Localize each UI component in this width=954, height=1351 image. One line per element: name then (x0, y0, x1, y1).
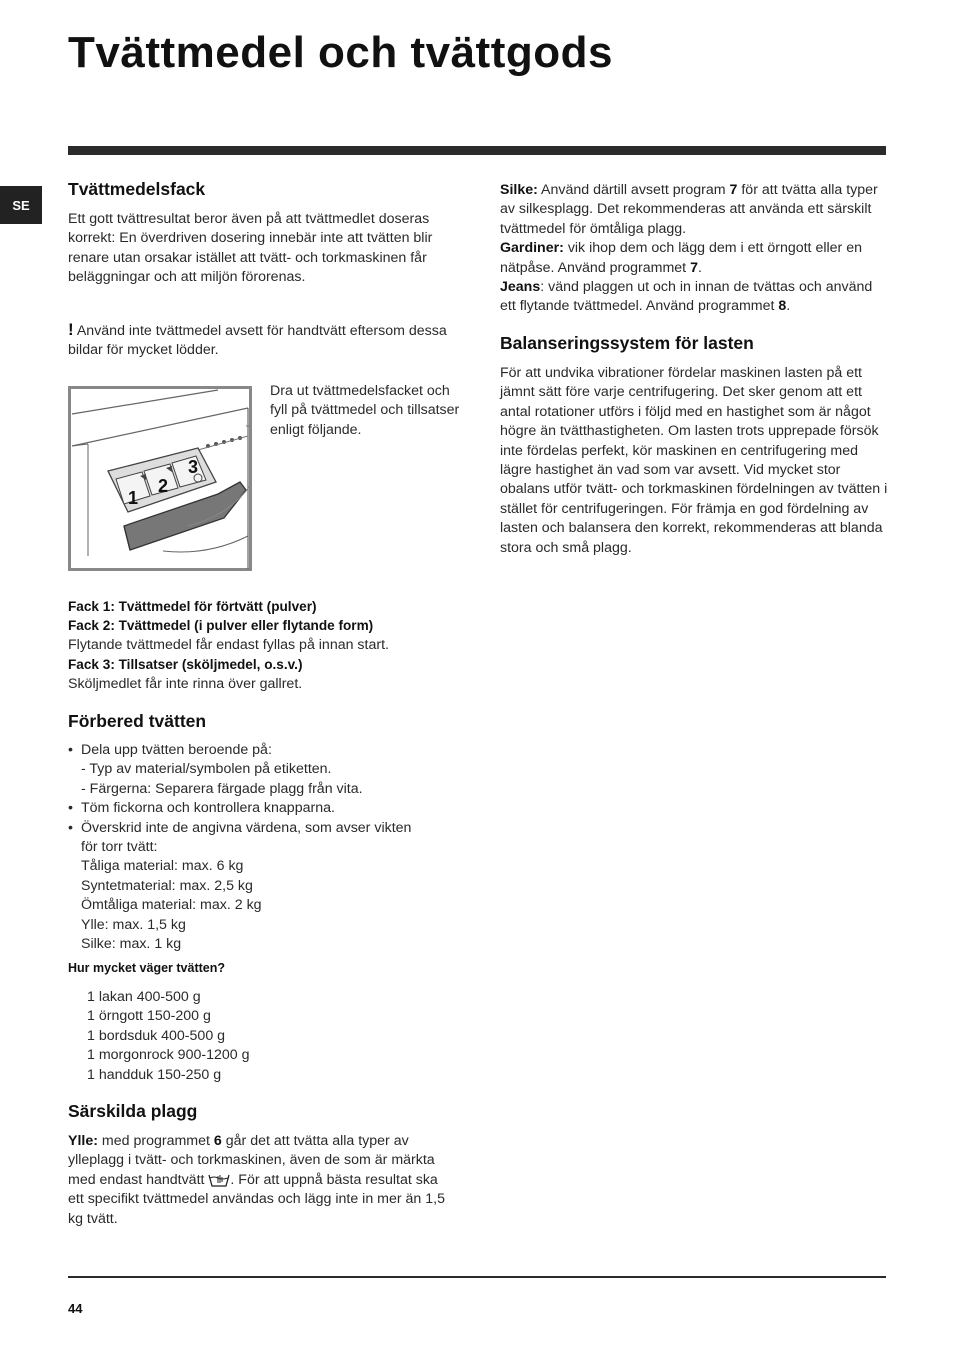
wool-paragraph (68, 1132, 448, 1229)
page-title: Tvättmedel och tvättgods (68, 28, 613, 77)
wool-text-c: . För att uppnå bästa resultat ska ett specifikt tvättmedel användas och lägg inte in mer än 1,5 kg tvätt. (68, 1171, 445, 1227)
wool-text-b: går det att tvätta alla typer av ylleplagg i tvätt- och torkmaskinen, även de som är märkta med endast handtvätt (68, 1133, 435, 1188)
compartment-1-text: Fack 1: Tvättmedel för förtvätt (pulver) (68, 599, 317, 614)
compartment-label-1: 1 (128, 488, 139, 508)
list-item-text: Överskrid inte de angivna värdena, som avser vikten för torr tvätt: (81, 819, 412, 856)
weight-item: 1 morgonrock 900-1200 g (87, 1047, 250, 1064)
limit-line: Ömtåliga material: max. 2 kg (81, 897, 262, 914)
figure-caption: Dra ut tvättmedelsfacket och fyll på tvättmedel och tillsatser enligt följande. (270, 383, 460, 438)
jeans-text: : vänd plaggen ut och in innan de tvättas och använd ett flytande tvättmedel. Använd programmet (500, 279, 873, 315)
weights-heading: Hur mycket väger tvätten? (68, 961, 226, 975)
curtains-program-number: 7 (690, 259, 698, 276)
list-item-text: Dela upp tvätten beroende på: (81, 742, 272, 758)
silk-text-b: för att tvätta alla typer av silkesplagg. Det rekommenderas att använda ett särskilt tvättmedel för ömtåliga plagg. (500, 182, 878, 237)
warning-mark: ! (68, 320, 74, 339)
limit-line: Tåliga material: max. 6 kg (81, 858, 244, 875)
special-garments-continued: Silke: Använd därtill avsett program 7 för att tvätta alla typer av silkesplagg. Det rekommenderas att använda ett särskilt tvättmedel för ömtåliga plagg. Gardiner: vik ihop dem och lägg dem i ett örngott eller en nätpåse. Använd programmet 7. Jeans: vänd plaggen ut och in innan de tvättas och använd ett flytande tvättmedel. Använd programmet 8. (500, 182, 878, 315)
jeans-program-number: 8 (778, 298, 787, 315)
load-balancing-text: För att undvika vibrationer fördelar maskinen lasten på ett jämnt sätt före varje centrifugering. Det sker genom att ett antal rotationer utförs i följd med en hastighet som är något högre än tvätthastigheten. Om lasten trots upprepade försök inte fördelas perfekt, kör maskinen en centrifugering med lägre hastighet än vad som var avsett. Vid mycket stor obalans utför tvätt- och torkmaskinen fördelningen av tvätten i stället för centrifugeringen. För främja en god fördelning av lasten och balansera den korrekt, rekommenderas att blanda stora och små plagg. (500, 365, 888, 556)
language-tab: SE (0, 186, 42, 224)
top-divider (68, 146, 886, 155)
warning-note (68, 320, 448, 361)
curtains-text: vik ihop dem och lägg dem i ett örngott eller en nätpåse. Använd programmet (500, 240, 862, 276)
compartment-3-text: Fack 3: Tillsatser (sköljmedel, o.s.v.) (68, 657, 303, 673)
list-item: • Töm fickorna och kontrollera knapparna. (68, 799, 428, 818)
list-item (68, 741, 428, 799)
heading-load-balancing: Balanseringssystem för lasten (500, 333, 754, 353)
bottom-divider (68, 1276, 886, 1278)
weight-item: 1 lakan 400-500 g (87, 989, 201, 1005)
weight-item: 1 bordsduk 400-500 g (87, 1027, 226, 1044)
compartment-3-note: Sköljmedlet får inte rinna över gallret. (68, 675, 303, 692)
wool-label: Ylle: (68, 1133, 98, 1149)
silk-label: Silke: (500, 182, 538, 198)
compartment-list (68, 597, 458, 694)
heading-special-garments: Särskilda plagg (68, 1101, 198, 1121)
warning-text: Använd inte tvättmedel avsett för handtvätt eftersom dessa bildar för mycket lödder. (68, 323, 447, 359)
limit-line: Syntetmaterial: max. 2,5 kg (81, 877, 253, 894)
page-number: 44 (68, 1301, 83, 1316)
weight-item: 1 handduk 150-250 g (87, 1066, 222, 1083)
heading-detergent-drawer: Tvättmedelsfack (68, 179, 206, 199)
detergent-intro-text: Ett gott tvättresultat beror även på att tvättmedlet doseras korrekt: En överdriven dosering innebär inte att tvätten blir renare utan orsakar istället att tvätt- och torkmaskinen får beläggningar och att miljön förorenas. (68, 211, 433, 286)
limit-line: Silke: max. 1 kg (81, 936, 182, 953)
jeans-label: Jeans (500, 279, 541, 296)
silk-text-a: Använd därtill avsett program (541, 182, 726, 198)
compartment-label-3: 3 (188, 457, 199, 477)
compartment-label-2: 2 (158, 476, 169, 496)
prepare-list (68, 741, 428, 954)
sub-item: - Typ av material/symbolen på etiketten. (81, 761, 332, 778)
wool-program-number: 6 (213, 1133, 222, 1149)
weights-list (87, 988, 249, 1085)
hand-wash-icon (208, 1173, 230, 1187)
compartment-2-text: Fack 2: Tvättmedel (i pulver eller flytande form) (68, 618, 374, 634)
heading-prepare-laundry: Förbered tvätten (68, 711, 207, 731)
compartment-2-note: Flytande tvättmedel får endast fyllas på innan start. (68, 636, 389, 653)
silk-program-number: 7 (729, 182, 738, 198)
limit-line: Ylle: max. 1,5 kg (81, 916, 186, 933)
wool-text-a: med programmet (101, 1133, 210, 1149)
list-item (68, 819, 428, 955)
detergent-drawer-illustration (68, 386, 252, 571)
weight-item: 1 örngott 150-200 g (87, 1008, 211, 1025)
sub-item: - Färgerna: Separera färgade plagg från vita. (81, 780, 363, 797)
curtains-label: Gardiner: (500, 240, 564, 257)
